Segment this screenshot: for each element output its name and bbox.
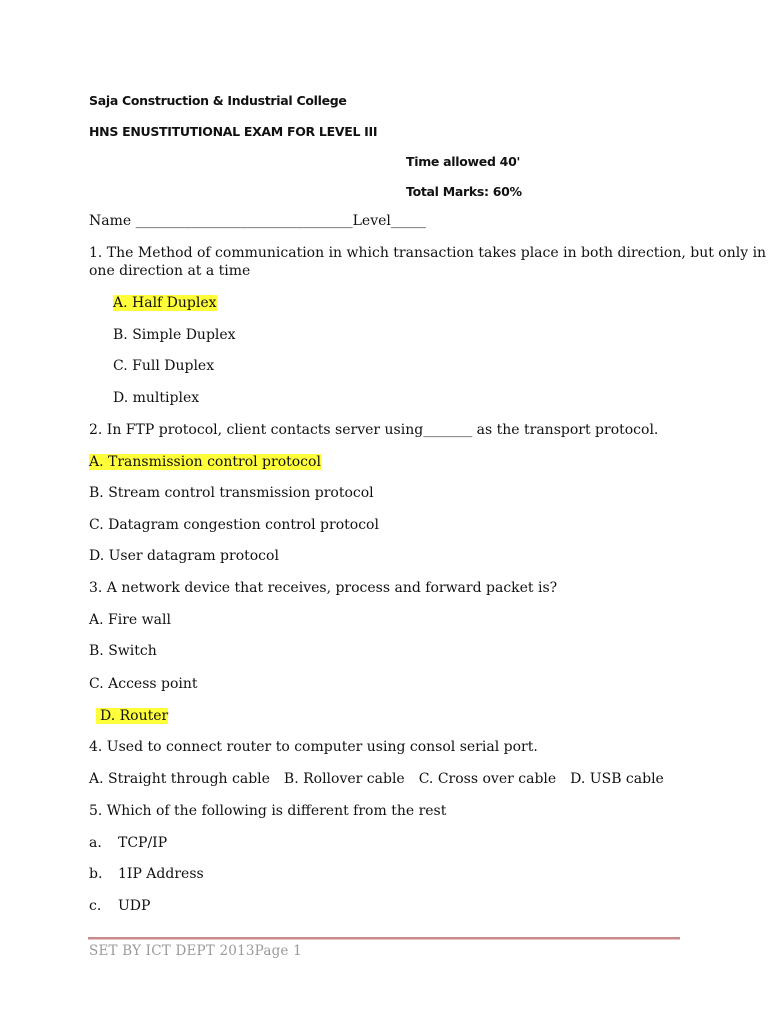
question-1-stem-line-1: 1. The Method of communication in which transaction takes place in both direction, but only in: [89, 245, 767, 261]
question-5-option-b: [89, 865, 204, 883]
college-name: Saja Construction & Industrial College: [89, 93, 347, 108]
question-1-option-a: [113, 294, 217, 312]
name-level-line: Name _______________________________Level_____: [89, 213, 426, 229]
question-2-option-d: D. User datagram protocol: [89, 548, 279, 564]
question-2-option-b: B. Stream control transmission protocol: [89, 485, 374, 501]
question-3-option-c: C. Access point: [89, 676, 198, 692]
total-marks: Total Marks: 60%: [406, 184, 522, 199]
footer-divider: [88, 937, 680, 939]
question-4-option-a: A. Straight through cable: [89, 771, 270, 787]
page-footer: SET BY ICT DEPT 2013Page 1: [89, 943, 302, 959]
question-3-option-a: A. Fire wall: [89, 612, 171, 628]
question-1-option-c: C. Full Duplex: [113, 358, 215, 374]
question-5-option-a: [89, 834, 167, 852]
question-4-option-d: D. USB cable: [570, 771, 664, 787]
option-text: UDP: [118, 898, 151, 914]
option-text: 1IP Address: [118, 866, 204, 882]
question-3-option-d: [96, 707, 168, 725]
question-3-option-b: B. Switch: [89, 643, 157, 659]
question-5-stem: 5. Which of the following is different from the rest: [89, 803, 447, 819]
question-5-option-c: [89, 897, 150, 915]
answer-highlight: A. Transmission control protocol: [89, 454, 321, 470]
answer-highlight: A. Half Duplex: [113, 295, 217, 311]
question-4-option-c: C. Cross over cable: [418, 771, 557, 787]
option-letter: b.: [89, 866, 103, 882]
question-4-stem: 4. Used to connect router to computer using consol serial port.: [89, 739, 538, 755]
exam-title: HNS ENUSTITUTIONAL EXAM FOR LEVEL III: [89, 124, 378, 139]
question-4-options: [89, 770, 664, 788]
option-text: TCP/IP: [118, 835, 168, 851]
question-1-option-d: D. multiplex: [113, 390, 200, 406]
answer-highlight: D. Router: [96, 708, 168, 724]
question-2-option-c: C. Datagram congestion control protocol: [89, 517, 379, 533]
question-1-option-b: B. Simple Duplex: [113, 327, 236, 343]
question-2-stem: 2. In FTP protocol, client contacts server using_______ as the transport protocol.: [89, 422, 659, 438]
question-3-stem: 3. A network device that receives, process and forward packet is?: [89, 580, 558, 596]
option-letter: a.: [89, 835, 102, 851]
question-2-option-a: [89, 453, 321, 471]
time-allowed: Time allowed 40': [406, 154, 521, 169]
question-4-option-b: B. Rollover cable: [283, 771, 405, 787]
question-1-stem-line-2: one direction at a time: [89, 263, 251, 279]
option-letter: c.: [89, 898, 102, 914]
